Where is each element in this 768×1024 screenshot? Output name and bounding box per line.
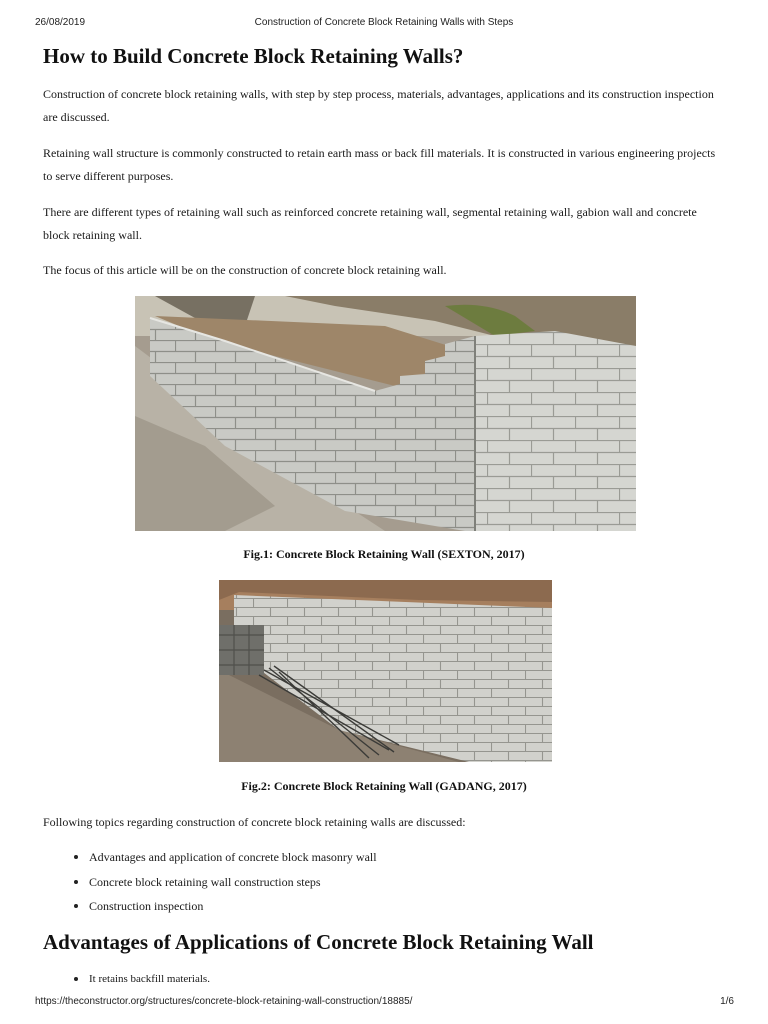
list-item: Concrete block retaining wall construction steps [89, 871, 377, 896]
section-heading: Advantages of Applications of Concrete Block Retaining Wall [43, 930, 594, 954]
page-header [0, 14, 768, 30]
paragraph-intro: Construction of concrete block retaining walls, with step by step process, materials, advantages, applications and its construction inspection are discussed. [43, 87, 714, 124]
topics-list [43, 846, 377, 920]
figure-2-image [219, 580, 552, 762]
list-item: It retains backfill materials. [89, 969, 210, 989]
figure-2-caption: Fig.2: Concrete Block Retaining Wall (GADANG, 2017) [241, 779, 527, 793]
page-number: 1/6 [720, 996, 734, 1007]
advantages-list [43, 969, 210, 989]
print-date: 26/08/2019 [35, 17, 86, 28]
article-title: How to Build Concrete Block Retaining Walls? [43, 44, 464, 68]
print-title: Construction of Concrete Block Retaining Walls with Steps [254, 17, 514, 28]
figure-1-caption: Fig.1: Concrete Block Retaining Wall (SEXTON, 2017) [243, 547, 525, 561]
paragraph-definition: Retaining wall structure is commonly constructed to retain earth mass or back fill materials. It is constructed in various engineering projects to serve different purposes. [43, 146, 716, 183]
list-item: Construction inspection [89, 895, 377, 920]
topics-intro: Following topics regarding construction of concrete block retaining walls are discussed: [43, 815, 466, 829]
list-item: Advantages and application of concrete block masonry wall [89, 846, 377, 871]
source-url[interactable]: https://theconstructor.org/structures/concrete-block-retaining-wall-construction/18885/ [35, 996, 413, 1007]
page-footer [0, 994, 768, 1010]
figure-1-image [135, 296, 636, 531]
paragraph-types: There are different types of retaining wall such as reinforced concrete retaining wall, segmental retaining wall, gabion wall and concrete block retaining wall. [43, 205, 697, 242]
paragraph-focus: The focus of this article will be on the construction of concrete block retaining wall. [43, 263, 447, 277]
